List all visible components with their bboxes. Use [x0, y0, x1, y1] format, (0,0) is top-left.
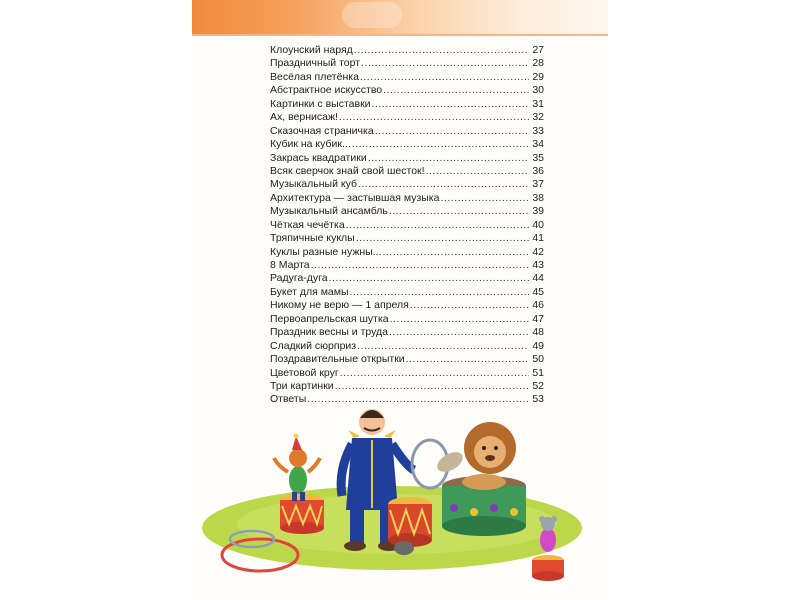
- toc-leader-dots: [389, 205, 529, 218]
- toc-leader-dots: [375, 125, 529, 138]
- toc-entry[interactable]: [270, 84, 544, 97]
- toc-entry-title: Праздник весны и труда: [270, 326, 388, 339]
- toc-entry-title: Сладкий сюрприз: [270, 339, 357, 352]
- toc-entry-page: 42: [532, 245, 544, 258]
- toc-entry[interactable]: [270, 71, 544, 84]
- toc-entry-page: 31: [532, 97, 544, 110]
- toc-entry-title: Куклы разные нужны...: [270, 245, 382, 258]
- circus-scene-illustration: [192, 400, 608, 600]
- toc-entry-page: 38: [532, 191, 544, 204]
- toc-leader-dots: [354, 44, 529, 57]
- toc-entry[interactable]: [270, 44, 544, 57]
- toc-entry-page: 49: [532, 339, 544, 352]
- toc-entry[interactable]: [270, 246, 544, 259]
- toc-entry[interactable]: [270, 286, 544, 299]
- toc-entry-title: Закрась квадратики: [270, 151, 367, 164]
- toc-entry-title: Тряпичные куклы: [270, 232, 355, 245]
- toc-entry[interactable]: [270, 219, 544, 232]
- toc-leader-dots: [390, 313, 529, 326]
- toc-entry-title: 8 Марта: [270, 259, 310, 271]
- toc-entry[interactable]: [270, 313, 544, 326]
- toc-entry-page: 40: [532, 218, 544, 231]
- book-page: [192, 0, 608, 600]
- toc-entry-page: 48: [532, 326, 544, 339]
- lion-icon: [434, 422, 526, 536]
- toc-entry[interactable]: [270, 152, 544, 165]
- toc-leader-dots: [340, 367, 529, 380]
- toc-entry[interactable]: [270, 111, 544, 124]
- toc-leader-dots: [383, 84, 529, 97]
- toc-leader-dots: [382, 246, 529, 259]
- toc-entry-page: 52: [532, 379, 544, 392]
- toc-entry-page: 44: [532, 272, 544, 285]
- toc-entry[interactable]: [270, 326, 544, 339]
- toc-entry-title: Ах, вернисаж!: [270, 111, 338, 124]
- toc-leader-dots: [426, 165, 529, 178]
- header-decoration: [192, 0, 608, 34]
- toc-leader-dots: [346, 219, 529, 232]
- toc-entry-title: Первоапрельская шутка: [270, 312, 389, 325]
- toc-entry-page: 36: [532, 164, 544, 177]
- toc-entry[interactable]: [270, 272, 544, 285]
- toc-entry[interactable]: [270, 205, 544, 218]
- toc-entry-title: Музыкальный куб: [270, 178, 357, 191]
- toc-leader-dots: [339, 111, 529, 124]
- toc-entry-title: Весёлая плетёнка: [270, 70, 359, 83]
- toc-entry-title: Всяк сверчок знай свой шесток!: [270, 164, 425, 177]
- toc-entry-page: 53: [532, 393, 544, 406]
- toc-leader-dots: [357, 340, 529, 353]
- toc-entry-title: Кубик на кубик...: [270, 138, 351, 151]
- toc-leader-dots: [368, 152, 529, 165]
- toc-entry-title: Радуга-дуга: [270, 272, 328, 285]
- toc-entry[interactable]: [270, 299, 544, 312]
- toc-leader-dots: [389, 326, 529, 339]
- toc-leader-dots: [329, 272, 529, 285]
- toc-entry-page: 46: [532, 299, 544, 312]
- toc-entry[interactable]: [270, 340, 544, 353]
- toc-entry-page: 34: [532, 138, 544, 151]
- toc-entry-title: Праздничный торт: [270, 57, 361, 70]
- header-divider: [192, 34, 608, 36]
- toc-entry-page: 27: [532, 44, 544, 56]
- toc-entry-page: 50: [532, 353, 544, 366]
- toc-entry[interactable]: [270, 57, 544, 70]
- toc-entry-title: Три картинки: [270, 379, 334, 392]
- toc-entry-page: 39: [532, 205, 544, 218]
- toc-leader-dots: [311, 259, 529, 272]
- toc-leader-dots: [440, 192, 529, 205]
- toc-entry-title: Никому не верю — 1 апреля: [270, 299, 409, 312]
- toc-entry[interactable]: [270, 138, 544, 151]
- toc-entry-page: 41: [532, 232, 544, 245]
- toc-entry[interactable]: [270, 232, 544, 245]
- toc-entry-page: 51: [532, 366, 544, 379]
- toc-leader-dots: [350, 286, 529, 299]
- toc-entry[interactable]: [270, 165, 544, 178]
- toc-entry[interactable]: [270, 353, 544, 366]
- toc-entry-title: Картинки с выставки: [270, 97, 371, 110]
- toc-entry[interactable]: [270, 192, 544, 205]
- toc-entry-title: Сказочная страничка: [270, 124, 374, 137]
- toc-entry-title: Архитектура — застывшая музыка: [270, 191, 440, 204]
- toc-entry-page: 35: [532, 151, 544, 164]
- toc-entry-page: 29: [532, 70, 544, 83]
- toc-entry-page: 33: [532, 124, 544, 137]
- toc-entry-title: Клоунский наряд: [270, 44, 353, 56]
- toc-leader-dots: [358, 178, 529, 191]
- toc-entry-title: Чёткая чечётка: [270, 218, 345, 231]
- toc-entry-page: 43: [532, 259, 544, 271]
- toc-entry[interactable]: [270, 259, 544, 272]
- toc-entry-page: 32: [532, 111, 544, 124]
- toc-leader-dots: [360, 71, 529, 84]
- toc-leader-dots: [335, 380, 529, 393]
- toc-entry-title: Ответы: [270, 393, 307, 406]
- toc-leader-dots: [356, 232, 529, 245]
- toc-leader-dots: [410, 299, 529, 312]
- toc-entry-page: 28: [532, 57, 544, 70]
- toc-entry-title: Поздравительные открытки: [270, 353, 405, 366]
- toc-entry[interactable]: [270, 125, 544, 138]
- table-of-contents: [270, 44, 544, 407]
- toc-entry-title: Цветовой круг: [270, 366, 339, 379]
- toc-entry-title: Музыкальный ансамбль: [270, 205, 388, 218]
- toc-entry[interactable]: [270, 367, 544, 380]
- toc-entry-title: Букет для мамы: [270, 285, 349, 298]
- toc-leader-dots: [372, 98, 529, 111]
- toc-leader-dots: [352, 138, 529, 151]
- toc-entry[interactable]: [270, 178, 544, 191]
- toc-entry[interactable]: [270, 380, 544, 393]
- toc-entry-title: Абстрактное искусство: [270, 84, 383, 97]
- toc-leader-dots: [406, 353, 529, 366]
- toc-leader-dots: [361, 57, 529, 70]
- toc-entry-page: 45: [532, 285, 544, 298]
- toc-entry-page: 47: [532, 312, 544, 325]
- fox-clown-icon: [274, 434, 324, 535]
- toc-entry[interactable]: [270, 98, 544, 111]
- header-ornament: [342, 2, 402, 28]
- toc-entry-page: 37: [532, 178, 544, 191]
- toc-entry-page: 30: [532, 84, 544, 97]
